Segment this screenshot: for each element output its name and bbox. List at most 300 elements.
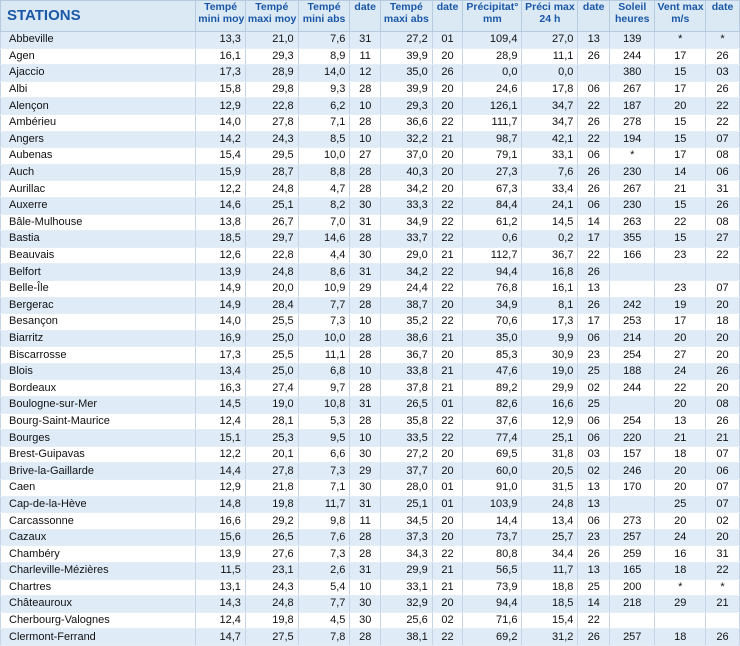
cell-temp-min-abs: 7,3 [298,463,350,480]
cell-temp-min-abs: 10,0 [298,330,350,347]
cell-date-max-abs: 26 [432,65,463,82]
cell-date-max-abs: 01 [432,32,463,49]
cell-temp-max-moy: 22,8 [245,247,298,264]
cell-sunshine: 188 [610,363,655,380]
cell-date-wind: 26 [706,48,740,65]
cell-date-wind: 21 [706,430,740,447]
col-header-date-precip: date [578,1,610,32]
cell-precipitation: 69,2 [463,629,522,646]
cell-date-precip: 22 [578,131,610,148]
cell-temp-max-moy: 20,1 [245,446,298,463]
col-header-wind-max: Vent max m/s [655,1,706,32]
cell-temp-min-abs: 14,0 [298,65,350,82]
table-row [1,247,740,264]
cell-date-precip: 23 [578,347,610,364]
cell-date-max-abs: 02 [432,612,463,629]
cell-sunshine: * [610,148,655,165]
cell-date-min-abs: 31 [350,214,381,231]
cell-wind-max: 16 [655,546,706,563]
cell-station-name: Auch [1,164,196,181]
cell-date-wind: 06 [706,164,740,181]
cell-date-max-abs: 21 [432,330,463,347]
cell-date-wind: 20 [706,380,740,397]
cell-date-max-abs: 21 [432,247,463,264]
table-body [1,32,740,646]
cell-temp-max-abs: 29,3 [381,98,433,115]
cell-date-wind: 07 [706,496,740,513]
cell-temp-min-moy: 12,9 [196,98,246,115]
cell-date-precip: 26 [578,546,610,563]
cell-temp-max-abs: 37,7 [381,463,433,480]
cell-temp-max-moy: 25,1 [245,197,298,214]
cell-date-wind: * [706,579,740,596]
cell-wind-max: 15 [655,197,706,214]
cell-date-min-abs: 28 [350,330,381,347]
cell-date-wind: * [706,32,740,49]
cell-temp-min-abs: 7,1 [298,114,350,131]
cell-temp-min-moy: 14,0 [196,114,246,131]
cell-temp-min-moy: 13,9 [196,546,246,563]
cell-date-min-abs: 12 [350,65,381,82]
cell-precip-max-24h: 16,6 [522,397,578,414]
cell-temp-min-abs: 8,6 [298,264,350,281]
cell-precipitation: 28,9 [463,48,522,65]
cell-temp-min-abs: 7,8 [298,629,350,646]
cell-temp-min-moy: 13,9 [196,264,246,281]
cell-date-max-abs: 20 [432,446,463,463]
table-row [1,65,740,82]
cell-precipitation: 112,7 [463,247,522,264]
cell-sunshine: 230 [610,197,655,214]
cell-wind-max: 27 [655,347,706,364]
cell-temp-min-moy: 17,3 [196,65,246,82]
cell-station-name: Brest-Guipavas [1,446,196,463]
cell-temp-max-moy: 24,3 [245,131,298,148]
cell-temp-min-abs: 10,0 [298,148,350,165]
cell-temp-min-moy: 13,1 [196,579,246,596]
cell-date-min-abs: 30 [350,596,381,613]
cell-precip-max-24h: 36,7 [522,247,578,264]
cell-precipitation: 69,5 [463,446,522,463]
cell-date-max-abs: 22 [432,264,463,281]
cell-date-min-abs: 28 [350,629,381,646]
cell-date-precip: 26 [578,164,610,181]
cell-station-name: Belle-Île [1,280,196,297]
cell-date-precip: 22 [578,247,610,264]
cell-wind-max: 19 [655,297,706,314]
cell-precipitation: 73,9 [463,579,522,596]
cell-sunshine: 267 [610,181,655,198]
cell-wind-max: 20 [655,513,706,530]
cell-temp-max-abs: 33,1 [381,579,433,596]
cell-precip-max-24h: 24,1 [522,197,578,214]
cell-wind-max: 21 [655,181,706,198]
cell-date-wind: 22 [706,114,740,131]
cell-temp-min-abs: 11,1 [298,347,350,364]
cell-station-name: Albi [1,81,196,98]
cell-temp-min-abs: 8,9 [298,48,350,65]
cell-temp-max-abs: 34,5 [381,513,433,530]
table-row [1,430,740,447]
cell-wind-max: 22 [655,380,706,397]
cell-date-min-abs: 10 [350,98,381,115]
cell-temp-min-abs: 6,2 [298,98,350,115]
cell-precipitation: 85,3 [463,347,522,364]
cell-temp-min-abs: 9,8 [298,513,350,530]
cell-sunshine: 380 [610,65,655,82]
cell-sunshine: 253 [610,314,655,331]
cell-wind-max: 15 [655,114,706,131]
cell-precip-max-24h: 9,9 [522,330,578,347]
cell-date-max-abs: 20 [432,596,463,613]
cell-temp-max-moy: 24,8 [245,596,298,613]
cell-temp-max-moy: 19,8 [245,612,298,629]
table-row [1,363,740,380]
cell-station-name: Ambérieu [1,114,196,131]
cell-station-name: Bastia [1,231,196,248]
cell-date-precip: 22 [578,98,610,115]
col-header-sunshine: Soleil heures [610,1,655,32]
cell-date-min-abs: 10 [350,363,381,380]
cell-wind-max: * [655,579,706,596]
cell-station-name: Brive-la-Gaillarde [1,463,196,480]
cell-station-name: Aubenas [1,148,196,165]
cell-sunshine: 355 [610,231,655,248]
cell-temp-max-moy: 27,5 [245,629,298,646]
cell-date-min-abs: 28 [350,413,381,430]
cell-temp-min-moy: 14,9 [196,280,246,297]
cell-station-name: Clermont-Ferrand [1,629,196,646]
cell-date-min-abs: 30 [350,197,381,214]
cell-temp-min-moy: 14,5 [196,397,246,414]
cell-temp-min-moy: 18,5 [196,231,246,248]
table-row [1,347,740,364]
cell-temp-min-abs: 2,6 [298,563,350,580]
cell-temp-min-moy: 12,9 [196,480,246,497]
cell-date-wind: 06 [706,463,740,480]
cell-wind-max: 17 [655,314,706,331]
cell-date-max-abs: 21 [432,563,463,580]
table-row [1,529,740,546]
cell-date-max-abs: 22 [432,413,463,430]
cell-precipitation: 27,3 [463,164,522,181]
cell-precip-max-24h: 31,8 [522,446,578,463]
cell-temp-max-abs: 35,0 [381,65,433,82]
table-row [1,496,740,513]
cell-sunshine: 200 [610,579,655,596]
cell-date-max-abs: 22 [432,314,463,331]
cell-date-min-abs: 28 [350,164,381,181]
cell-temp-max-moy: 26,7 [245,214,298,231]
cell-sunshine: 254 [610,347,655,364]
cell-date-precip: 06 [578,513,610,530]
cell-sunshine: 257 [610,629,655,646]
cell-sunshine: 242 [610,297,655,314]
cell-sunshine: 246 [610,463,655,480]
cell-temp-min-moy: 17,3 [196,347,246,364]
cell-station-name: Bourg-Saint-Maurice [1,413,196,430]
cell-date-precip: 26 [578,297,610,314]
cell-temp-max-moy: 29,8 [245,81,298,98]
cell-temp-min-abs: 7,3 [298,314,350,331]
cell-temp-min-moy: 11,5 [196,563,246,580]
cell-temp-max-moy: 25,3 [245,430,298,447]
cell-sunshine: 220 [610,430,655,447]
cell-precip-max-24h: 33,4 [522,181,578,198]
cell-temp-min-moy: 14,0 [196,314,246,331]
cell-precip-max-24h: 17,3 [522,314,578,331]
table-row [1,131,740,148]
cell-date-wind: 21 [706,596,740,613]
cell-temp-min-moy: 12,6 [196,247,246,264]
cell-station-name: Aurillac [1,181,196,198]
cell-precipitation: 82,6 [463,397,522,414]
cell-precipitation: 94,4 [463,264,522,281]
cell-temp-min-abs: 9,3 [298,81,350,98]
cell-precip-max-24h: 7,6 [522,164,578,181]
cell-temp-min-abs: 5,4 [298,579,350,596]
cell-temp-max-abs: 38,1 [381,629,433,646]
cell-precip-max-24h: 29,9 [522,380,578,397]
cell-temp-min-abs: 6,8 [298,363,350,380]
cell-station-name: Châteauroux [1,596,196,613]
cell-temp-max-moy: 25,5 [245,347,298,364]
cell-date-wind: 03 [706,65,740,82]
cell-wind-max: 15 [655,131,706,148]
cell-date-min-abs: 28 [350,114,381,131]
cell-temp-max-moy: 19,8 [245,496,298,513]
cell-station-name: Cherbourg-Valognes [1,612,196,629]
cell-temp-max-abs: 36,7 [381,347,433,364]
cell-precipitation: 103,9 [463,496,522,513]
cell-temp-min-abs: 10,8 [298,397,350,414]
cell-precipitation: 91,0 [463,480,522,497]
table-row [1,579,740,596]
table-row [1,446,740,463]
cell-station-name: Biscarrosse [1,347,196,364]
cell-date-precip: 14 [578,214,610,231]
cell-date-precip: 14 [578,596,610,613]
cell-date-wind: 07 [706,480,740,497]
cell-precipitation: 84,4 [463,197,522,214]
cell-temp-max-moy: 28,9 [245,65,298,82]
cell-date-min-abs: 28 [350,347,381,364]
cell-temp-min-moy: 13,8 [196,214,246,231]
cell-date-wind: 07 [706,280,740,297]
cell-wind-max: * [655,32,706,49]
cell-wind-max: 20 [655,330,706,347]
cell-temp-min-moy: 14,2 [196,131,246,148]
cell-temp-max-moy: 25,5 [245,314,298,331]
col-header-date-max-abs: date [432,1,463,32]
cell-wind-max: 24 [655,363,706,380]
cell-temp-max-abs: 35,8 [381,413,433,430]
cell-date-min-abs: 28 [350,546,381,563]
cell-date-wind: 22 [706,563,740,580]
cell-precip-max-24h: 19,0 [522,363,578,380]
cell-date-min-abs: 30 [350,480,381,497]
cell-sunshine: 263 [610,214,655,231]
cell-temp-max-abs: 34,2 [381,264,433,281]
cell-temp-max-abs: 32,2 [381,131,433,148]
cell-temp-max-abs: 33,3 [381,197,433,214]
cell-temp-max-abs: 39,9 [381,48,433,65]
cell-precipitation: 71,6 [463,612,522,629]
cell-temp-min-abs: 14,6 [298,231,350,248]
col-header-precip-max-24h: Préci max 24 h [522,1,578,32]
cell-precipitation: 79,1 [463,148,522,165]
cell-precip-max-24h: 14,5 [522,214,578,231]
table-row [1,231,740,248]
cell-date-precip: 03 [578,446,610,463]
cell-date-min-abs: 31 [350,496,381,513]
cell-date-wind: 20 [706,297,740,314]
cell-temp-min-abs: 4,7 [298,181,350,198]
cell-temp-max-abs: 36,6 [381,114,433,131]
cell-station-name: Bergerac [1,297,196,314]
cell-precip-max-24h: 16,1 [522,280,578,297]
table-row [1,314,740,331]
cell-sunshine [610,397,655,414]
cell-temp-min-abs: 9,7 [298,380,350,397]
cell-precip-max-24h: 12,9 [522,413,578,430]
cell-sunshine: 259 [610,546,655,563]
cell-date-max-abs: 22 [432,430,463,447]
cell-temp-max-moy: 29,2 [245,513,298,530]
cell-sunshine: 214 [610,330,655,347]
cell-date-precip: 06 [578,148,610,165]
cell-precipitation: 14,4 [463,513,522,530]
cell-date-precip: 13 [578,32,610,49]
table-row [1,280,740,297]
cell-station-name: Abbeville [1,32,196,49]
cell-temp-min-abs: 5,3 [298,413,350,430]
cell-date-min-abs: 28 [350,529,381,546]
cell-station-name: Angers [1,131,196,148]
cell-sunshine: 157 [610,446,655,463]
cell-precipitation: 0,6 [463,231,522,248]
cell-temp-min-moy: 15,9 [196,164,246,181]
cell-temp-min-moy: 15,6 [196,529,246,546]
cell-precipitation: 61,2 [463,214,522,231]
cell-precip-max-24h: 34,4 [522,546,578,563]
cell-precip-max-24h: 34,7 [522,114,578,131]
cell-temp-min-abs: 7,1 [298,480,350,497]
cell-date-min-abs: 30 [350,446,381,463]
cell-temp-max-abs: 40,3 [381,164,433,181]
cell-temp-max-moy: 23,1 [245,563,298,580]
cell-sunshine: 244 [610,380,655,397]
cell-precipitation: 94,4 [463,596,522,613]
cell-temp-min-abs: 7,6 [298,32,350,49]
cell-date-max-abs: 20 [432,513,463,530]
cell-date-precip: 02 [578,380,610,397]
cell-wind-max: 20 [655,480,706,497]
cell-date-precip: 26 [578,114,610,131]
cell-temp-max-moy: 24,8 [245,264,298,281]
col-header-temp-max-moy: Tempé maxi moy [245,1,298,32]
cell-sunshine: 187 [610,98,655,115]
cell-date-precip: 25 [578,579,610,596]
cell-temp-max-abs: 32,9 [381,596,433,613]
cell-precip-max-24h: 16,8 [522,264,578,281]
cell-temp-min-abs: 11,7 [298,496,350,513]
cell-temp-min-moy: 14,7 [196,629,246,646]
cell-wind-max: 15 [655,231,706,248]
table-row [1,197,740,214]
table-row [1,48,740,65]
cell-date-min-abs: 31 [350,32,381,49]
cell-temp-min-moy: 16,6 [196,513,246,530]
cell-temp-max-moy: 22,8 [245,98,298,115]
cell-sunshine [610,264,655,281]
cell-precip-max-24h: 25,1 [522,430,578,447]
cell-sunshine: 273 [610,513,655,530]
cell-temp-max-abs: 37,3 [381,529,433,546]
col-header-precipitation: Précipitat° mm [463,1,522,32]
cell-wind-max: 24 [655,529,706,546]
cell-date-wind: 02 [706,513,740,530]
cell-precip-max-24h: 34,7 [522,98,578,115]
table-row [1,413,740,430]
cell-date-max-abs: 20 [432,81,463,98]
cell-date-min-abs: 31 [350,397,381,414]
table-row [1,463,740,480]
cell-temp-max-moy: 21,8 [245,480,298,497]
col-header-temp-min-abs: Tempé mini abs [298,1,350,32]
cell-date-precip: 17 [578,314,610,331]
cell-precip-max-24h: 17,8 [522,81,578,98]
cell-date-max-abs: 21 [432,131,463,148]
cell-date-wind: 26 [706,629,740,646]
cell-wind-max: 14 [655,164,706,181]
cell-temp-max-moy: 24,8 [245,181,298,198]
cell-temp-min-moy: 13,3 [196,32,246,49]
cell-date-precip: 13 [578,280,610,297]
cell-temp-min-moy: 12,2 [196,181,246,198]
cell-sunshine: 267 [610,81,655,98]
cell-date-wind: 27 [706,231,740,248]
cell-station-name: Blois [1,363,196,380]
cell-wind-max: 25 [655,496,706,513]
cell-precip-max-24h: 33,1 [522,148,578,165]
cell-date-min-abs: 29 [350,463,381,480]
cell-precipitation: 37,6 [463,413,522,430]
cell-temp-min-moy: 15,4 [196,148,246,165]
cell-temp-max-abs: 33,8 [381,363,433,380]
cell-date-precip: 23 [578,529,610,546]
cell-sunshine [610,496,655,513]
cell-temp-min-abs: 8,8 [298,164,350,181]
cell-precip-max-24h: 13,4 [522,513,578,530]
cell-sunshine [610,612,655,629]
col-header-stations: STATIONS [1,1,196,32]
cell-temp-max-abs: 37,8 [381,380,433,397]
cell-date-min-abs: 30 [350,247,381,264]
cell-wind-max: 22 [655,214,706,231]
cell-date-wind: 26 [706,197,740,214]
cell-date-max-abs: 20 [432,347,463,364]
cell-station-name: Boulogne-sur-Mer [1,397,196,414]
cell-temp-max-moy: 25,0 [245,363,298,380]
cell-date-wind: 08 [706,148,740,165]
table-row [1,98,740,115]
cell-date-min-abs: 10 [350,131,381,148]
cell-sunshine: 218 [610,596,655,613]
cell-sunshine [610,280,655,297]
table-row [1,32,740,49]
cell-temp-max-moy: 29,5 [245,148,298,165]
